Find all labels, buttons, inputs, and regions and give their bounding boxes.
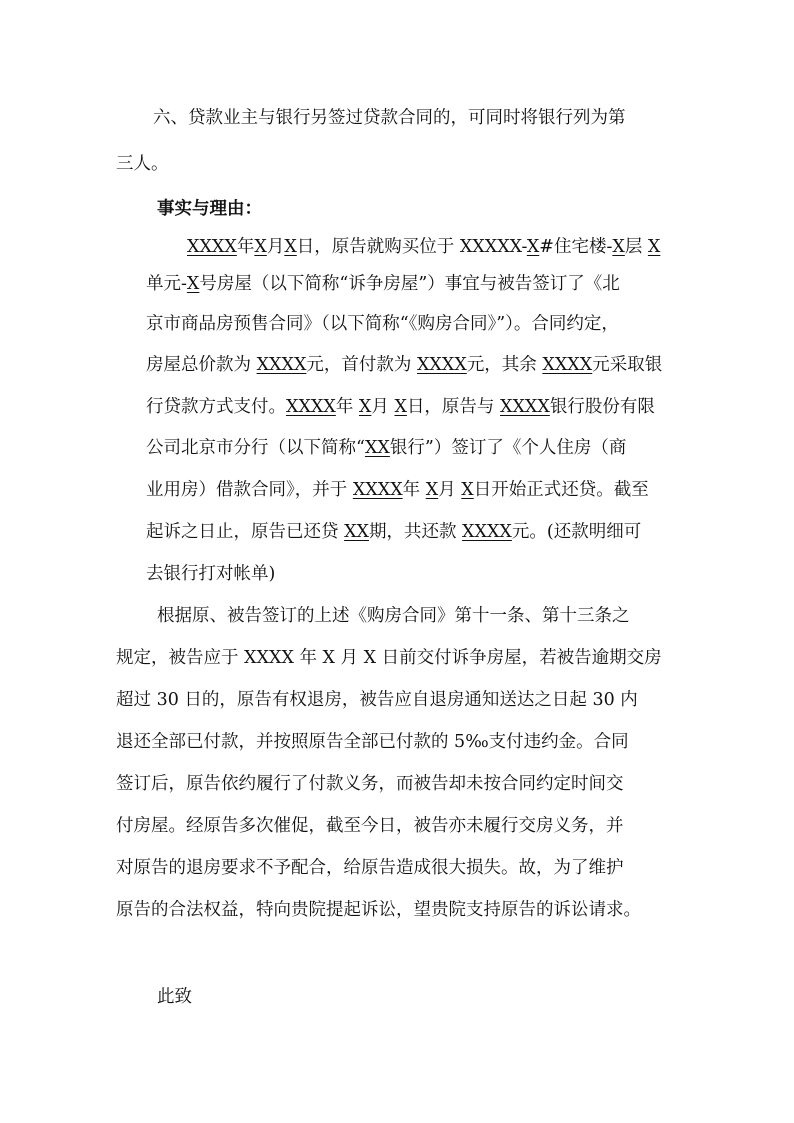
basis-paragraph-line-8: 原告的合法权益，特向贵院提起诉讼，望贵院支持原告的诉讼请求。 — [116, 900, 641, 920]
item-six-line-1: 六、贷款业主与银行另签过贷款合同的，可同时将银行列为第 — [153, 108, 626, 128]
basis-paragraph-line-4: 退还全部已付款，并按照原告全部已付款的 5‰支付违约金。合同 — [116, 732, 629, 752]
basis-paragraph-line-7: 对原告的退房要求不予配合，给原告造成很大损失。故，为了维护 — [116, 858, 624, 878]
item-six-line-2: 三人。 — [116, 154, 169, 174]
facts-paragraph-line-5: 行贷款方式支付。XXXX年 X月 X日，原告与 XXXX银行股份有限 — [146, 397, 655, 417]
facts-paragraph-line-4: 房屋总价款为 XXXX元，首付款为 XXXX元，其余 XXXX元采取银 — [146, 355, 663, 375]
basis-paragraph-line-2: 规定，被告应于 XXXX 年 X 月 X 日前交付诉争房屋，若被告逾期交房 — [116, 648, 662, 668]
basis-paragraph-line-3: 超过 30 日的，原告有权退房，被告应自退房通知送达之日起 30 内 — [116, 690, 638, 710]
facts-paragraph-line-8: 起诉之日止，原告已还贷 XX期，共还款 XXXX元。(还款明细可 — [146, 522, 642, 542]
basis-paragraph-line-1: 根据原、被告签订的上述《购房合同》第十一条、第十三条之 — [157, 606, 630, 626]
closing-salutation: 此致 — [157, 987, 192, 1007]
facts-paragraph-line-3: 京市商品房预售合同》（以下简称“《购房合同》”）。合同约定， — [146, 314, 619, 334]
facts-paragraph-line-2: 单元-X号房屋（以下简称“诉争房屋”）事宜与被告签订了《北 — [146, 274, 620, 294]
basis-paragraph-line-5: 签订后，原告依约履行了付款义务，而被告却未按合同约定时间交 — [116, 774, 624, 794]
facts-paragraph-line-9: 去银行打对帐单) — [146, 564, 276, 584]
basis-paragraph-line-6: 付房屋。经原告多次催促，截至今日，被告亦未履行交房义务，并 — [116, 816, 624, 836]
facts-paragraph-line-1: XXXX年X月X日，原告就购买位于 XXXXX-X#住宅楼-X层 X — [187, 237, 661, 257]
facts-paragraph-line-6: 公司北京市分行（以下简称“XX银行”）签订了《个人住房（商 — [146, 438, 627, 458]
facts-paragraph-line-7: 业用房）借款合同》，并于 XXXX年 X月 X日开始正式还贷。截至 — [146, 480, 649, 500]
facts-heading: 事实与理由： — [157, 199, 262, 219]
